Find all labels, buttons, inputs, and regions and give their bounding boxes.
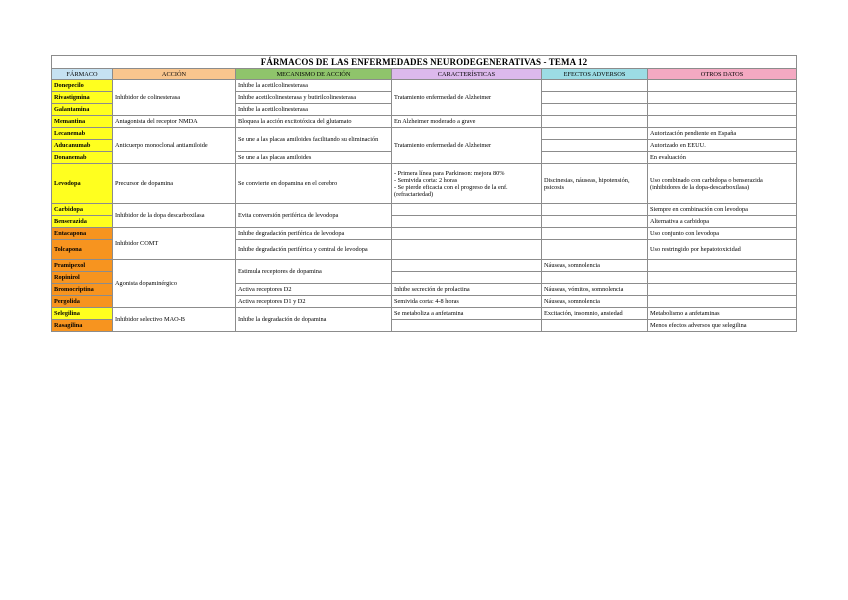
efectos-cell[interactable] bbox=[542, 216, 648, 228]
efectos-cell[interactable] bbox=[542, 204, 648, 216]
efectos-cell[interactable] bbox=[542, 272, 648, 284]
caracteristicas-cell[interactable]: Inhibe secreción de prolactina bbox=[392, 284, 542, 296]
header-farmaco[interactable]: FÁRMACO bbox=[52, 69, 113, 80]
table-row bbox=[52, 164, 797, 204]
otros-cell[interactable] bbox=[648, 296, 797, 308]
drug-memantina[interactable]: Memantina bbox=[52, 116, 113, 128]
otros-cell[interactable]: Uso conjunto con levodopa bbox=[648, 228, 797, 240]
header-otros[interactable]: OTROS DATOS bbox=[648, 69, 797, 80]
caracteristicas-cell[interactable] bbox=[392, 272, 542, 284]
accion-cell[interactable]: Inhibidor selectivo MAO-B bbox=[113, 308, 236, 332]
efectos-cell[interactable] bbox=[542, 240, 648, 260]
table-row bbox=[52, 80, 797, 92]
mecanismo-cell[interactable]: Se une a las placas amiloides facilitando su eliminación bbox=[236, 128, 392, 152]
efectos-cell[interactable] bbox=[542, 152, 648, 164]
drug-levodopa[interactable]: Levodopa bbox=[52, 164, 113, 204]
levodopa-caracteristica-2: - Semivida corta: 2 horas bbox=[394, 176, 458, 184]
otros-cell[interactable]: Autorizado en EEUU. bbox=[648, 140, 797, 152]
mecanismo-cell[interactable]: Activa receptores D2 bbox=[236, 284, 392, 296]
otros-cell[interactable] bbox=[648, 116, 797, 128]
table-row bbox=[52, 116, 797, 128]
caracteristicas-cell[interactable] bbox=[392, 240, 542, 260]
efectos-cell[interactable] bbox=[542, 320, 648, 332]
efectos-cell[interactable] bbox=[542, 128, 648, 140]
caracteristicas-cell[interactable]: Semivida corta: 4-8 horas bbox=[392, 296, 542, 308]
drug-bromocriptina[interactable]: Bromocriptina bbox=[52, 284, 113, 296]
accion-cell[interactable]: Inhibidor de la dopa descarboxilasa bbox=[113, 204, 236, 228]
caracteristicas-cell[interactable] bbox=[392, 164, 542, 204]
accion-cell[interactable]: Precursor de dopamina bbox=[113, 164, 236, 204]
caracteristicas-cell[interactable] bbox=[392, 260, 542, 272]
caracteristicas-cell[interactable]: En Alzheimer moderado a grave bbox=[392, 116, 542, 128]
otros-cell[interactable]: Uso restringido por hepatotoxicidad bbox=[648, 240, 797, 260]
mecanismo-cell[interactable]: Activa receptores D1 y D2 bbox=[236, 296, 392, 308]
efectos-cell[interactable] bbox=[542, 80, 648, 92]
mecanismo-cell[interactable]: Se une a las placas amiloides bbox=[236, 152, 392, 164]
caracteristicas-cell[interactable]: Tratamiento enfermedad de Alzheimer bbox=[392, 128, 542, 164]
mecanismo-cell[interactable]: Inhibe la acetilcolinesterasa bbox=[236, 104, 392, 116]
drug-tolcapona[interactable]: Tolcapona bbox=[52, 240, 113, 260]
drug-aducanumab[interactable]: Aducanumab bbox=[52, 140, 113, 152]
otros-cell[interactable]: Alternativa a carbidopa bbox=[648, 216, 797, 228]
drug-pramipexol[interactable]: Pramipexol bbox=[52, 260, 113, 272]
drug-table-sheet bbox=[51, 55, 796, 332]
accion-cell[interactable]: Inhibidor COMT bbox=[113, 228, 236, 260]
otros-cell[interactable]: Metabolismo a anfetaminas bbox=[648, 308, 797, 320]
otros-cell[interactable] bbox=[648, 284, 797, 296]
efectos-cell[interactable] bbox=[542, 104, 648, 116]
drug-benserazida[interactable]: Benserazida bbox=[52, 216, 113, 228]
header-accion[interactable]: ACCIÓN bbox=[113, 69, 236, 80]
drug-donanemab[interactable]: Donanemab bbox=[52, 152, 113, 164]
table-row bbox=[52, 204, 797, 216]
drug-selegilina[interactable]: Selegilina bbox=[52, 308, 113, 320]
otros-cell[interactable] bbox=[648, 92, 797, 104]
mecanismo-cell[interactable]: Estimula receptores de dopamina bbox=[236, 260, 392, 284]
table-row bbox=[52, 260, 797, 272]
efectos-cell[interactable]: Excitación, insomnio, ansiedad bbox=[542, 308, 648, 320]
drug-rasagilina[interactable]: Rasagilina bbox=[52, 320, 113, 332]
table-row bbox=[52, 128, 797, 140]
levodopa-caracteristica-1: - Primera línea para Parkinson: mejora 80% bbox=[394, 169, 505, 177]
drug-carbidopa[interactable]: Carbidopa bbox=[52, 204, 113, 216]
accion-cell[interactable]: Inhibidor de colinesterasa bbox=[113, 80, 236, 116]
table-row bbox=[52, 228, 797, 240]
mecanismo-cell[interactable]: Inhibe la acetilcolinesterasa bbox=[236, 80, 392, 92]
efectos-cell[interactable]: Náuseas, somnolencia bbox=[542, 260, 648, 272]
header-efectos[interactable]: EFECTOS ADVERSOS bbox=[542, 69, 648, 80]
mecanismo-cell[interactable]: Inhibe degradación periférica y central de levodopa bbox=[236, 240, 392, 260]
accion-cell[interactable]: Antagonista del receptor NMDA bbox=[113, 116, 236, 128]
otros-cell[interactable] bbox=[648, 260, 797, 272]
otros-cell[interactable]: Siempre en combinación con levodopa bbox=[648, 204, 797, 216]
mecanismo-cell[interactable]: Se convierte en dopamina en el cerebro bbox=[236, 164, 392, 204]
otros-cell[interactable] bbox=[648, 104, 797, 116]
efectos-cell[interactable]: Náuseas, vómitos, somnolencia bbox=[542, 284, 648, 296]
otros-cell[interactable]: Uso combinado con carbidopa o benserazida (inhibidores de la dopa-descarboxilasa) bbox=[648, 164, 797, 204]
efectos-cell[interactable] bbox=[542, 140, 648, 152]
header-mecanismo[interactable]: MECANISMO DE ACCIÓN bbox=[236, 69, 392, 80]
otros-cell[interactable]: En evaluación bbox=[648, 152, 797, 164]
drug-lecanemab[interactable]: Lecanemab bbox=[52, 128, 113, 140]
mecanismo-cell[interactable]: Inhibe degradación periférica de levodopa bbox=[236, 228, 392, 240]
levodopa-caracteristica-3: - Se pierde eficacia con el progreso de la enf. (refractariedad) bbox=[394, 183, 508, 198]
accion-cell[interactable]: Agonista dopaminérgico bbox=[113, 260, 236, 308]
drug-galantamina[interactable]: Galantamina bbox=[52, 104, 113, 116]
table-row bbox=[52, 308, 797, 320]
efectos-cell[interactable] bbox=[542, 92, 648, 104]
efectos-cell[interactable] bbox=[542, 116, 648, 128]
drug-donepecilo[interactable]: Donepecilo bbox=[52, 80, 113, 92]
caracteristicas-cell[interactable]: Tratamiento enfermedad de Alzheimer bbox=[392, 80, 542, 116]
drug-ropinirol[interactable]: Ropinirol bbox=[52, 272, 113, 284]
drug-pergolida[interactable]: Pergolida bbox=[52, 296, 113, 308]
drug-table bbox=[51, 55, 797, 332]
otros-cell[interactable] bbox=[648, 80, 797, 92]
otros-cell[interactable]: Menos efectos adversos que selegilina bbox=[648, 320, 797, 332]
accion-cell[interactable]: Anticuerpo monoclonal antiamiloide bbox=[113, 128, 236, 164]
header-caracteristicas[interactable]: CARACTERÍSTICAS bbox=[392, 69, 542, 80]
drug-entacapona[interactable]: Entacapona bbox=[52, 228, 113, 240]
otros-cell[interactable]: Autorización pendiente en España bbox=[648, 128, 797, 140]
efectos-cell[interactable]: Náuseas, somnolencia bbox=[542, 296, 648, 308]
otros-cell[interactable] bbox=[648, 272, 797, 284]
efectos-cell[interactable]: Discinesias, náuseas, hipotensión, psicosis bbox=[542, 164, 648, 204]
table-title: FÁRMACOS DE LAS ENFERMEDADES NEURODEGENERATIVAS - TEMA 12 bbox=[52, 56, 797, 69]
caracteristicas-cell[interactable]: Se metaboliza a anfetamina bbox=[392, 308, 542, 320]
efectos-cell[interactable] bbox=[542, 228, 648, 240]
mecanismo-cell[interactable]: Inhibe la degradación de dopamina bbox=[236, 308, 392, 332]
caracteristicas-cell[interactable] bbox=[392, 216, 542, 228]
mecanismo-cell[interactable]: Bloquea la acción excitotóxica del glutamato bbox=[236, 116, 392, 128]
caracteristicas-cell[interactable] bbox=[392, 228, 542, 240]
caracteristicas-cell[interactable] bbox=[392, 320, 542, 332]
mecanismo-cell[interactable]: Evita conversión periférica de levodopa bbox=[236, 204, 392, 228]
mecanismo-cell[interactable]: Inhibe acetilcolinesterasa y butirilcolinesterasa bbox=[236, 92, 392, 104]
drug-rivastigmina[interactable]: Rivastigmina bbox=[52, 92, 113, 104]
caracteristicas-cell[interactable] bbox=[392, 204, 542, 216]
